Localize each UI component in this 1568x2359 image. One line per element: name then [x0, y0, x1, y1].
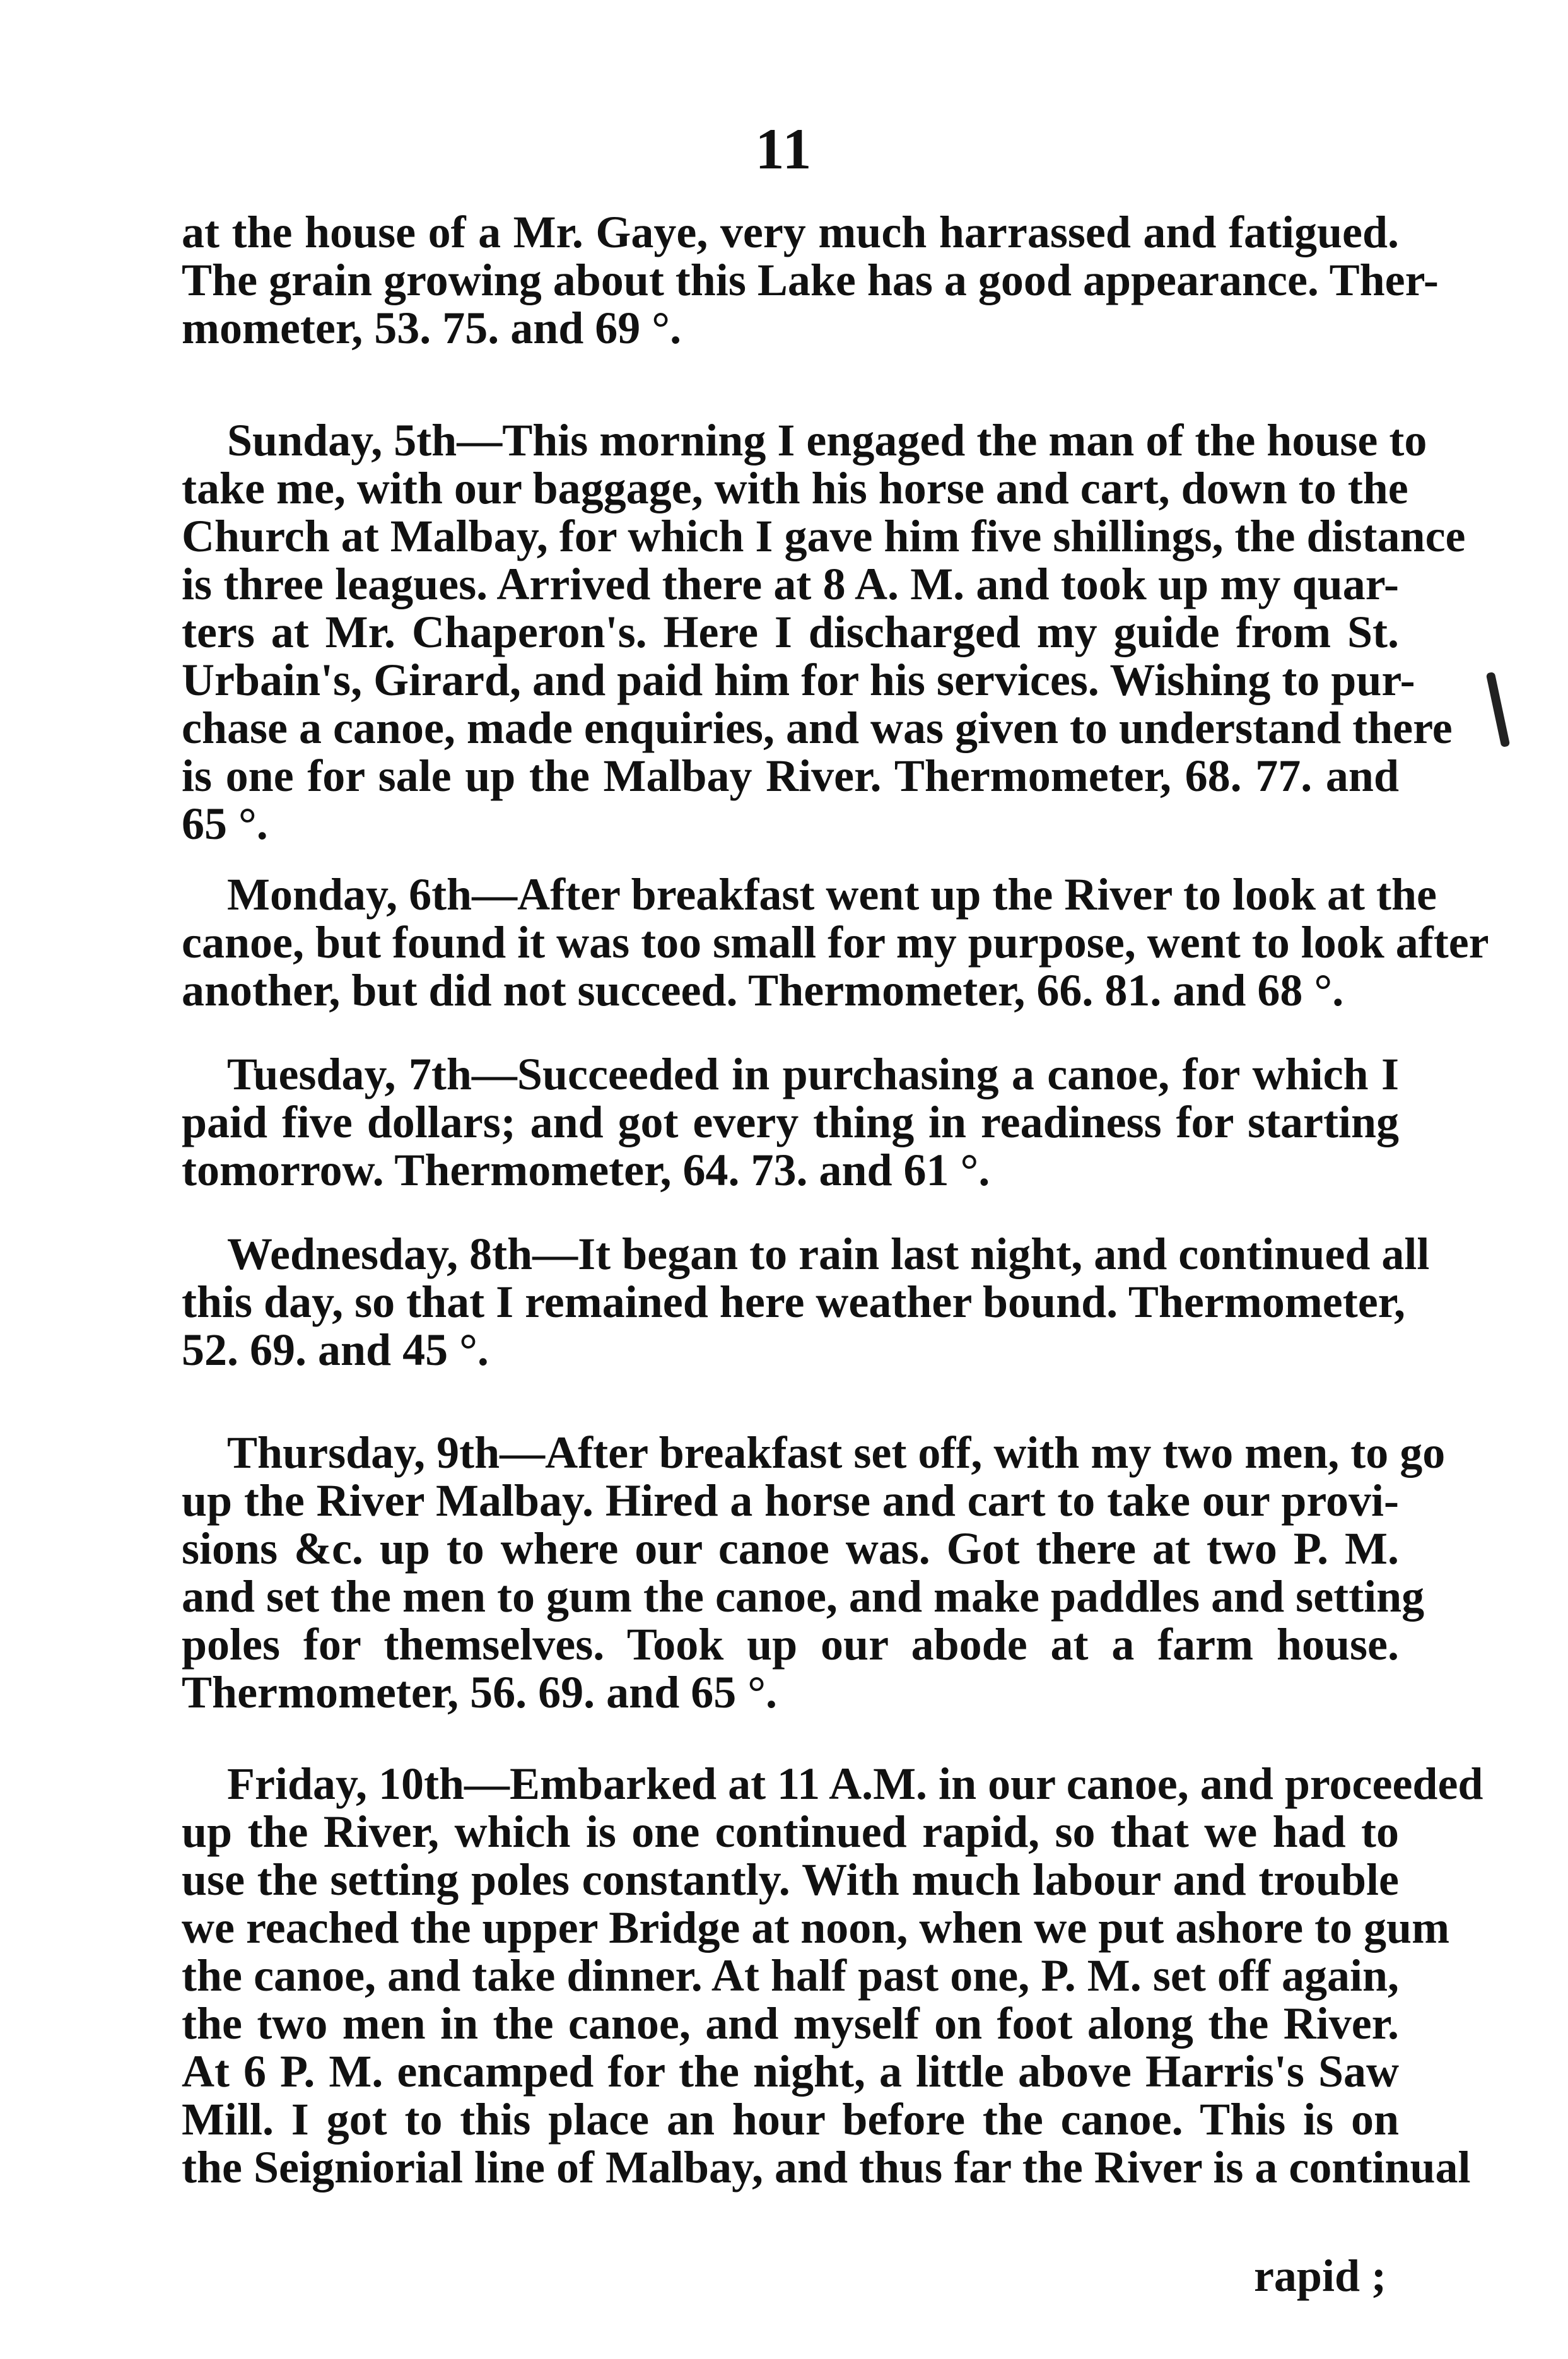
text-line: tomorrow. Thermometer, 64. 73. and 61 °. — [182, 1145, 990, 1195]
text-line: another, but did not succeed. Thermometer, 66. 81. and 68 °. — [182, 965, 1344, 1016]
text-line: up the River, which is one continued rapid, so that we had to — [182, 1806, 1399, 1857]
entry-wednesday — [182, 1229, 1430, 1375]
text-line: Tuesday, 7th—Succeeded in purchasing a canoe, for which I — [227, 1049, 1399, 1099]
text-line: Wednesday, 8th—It began to rain last night, and continued all — [227, 1229, 1430, 1279]
text-line: and set the men to gum the canoe, and make paddles and setting — [182, 1571, 1425, 1622]
text-line: Friday, 10th—Embarked at 11 A.M. in our canoe, and proceeded — [227, 1759, 1483, 1809]
text-line: is one for sale up the Malbay River. Thermometer, 68. 77. and — [182, 751, 1399, 801]
text-line: the Seigniorial line of Malbay, and thus far the River is a continual — [182, 2142, 1471, 2192]
text-line: at the house of a Mr. Gaye, very much harrassed and fatigued. — [182, 207, 1399, 257]
text-line: Monday, 6th—After breakfast went up the River to look at the — [227, 869, 1437, 920]
text-line: Thursday, 9th—After breakfast set off, with my two men, to go — [227, 1427, 1446, 1478]
text-line: Thermometer, 56. 69. and 65 °. — [182, 1667, 778, 1718]
text-line: this day, so that I remained here weather bound. Thermometer, — [182, 1277, 1406, 1327]
text-line: Sunday, 5th—This morning I engaged the man of the house to — [227, 415, 1427, 465]
text-line: use the setting poles constantly. With much labour and trouble — [182, 1854, 1399, 1905]
entry-friday — [182, 1759, 1483, 2192]
text-line: poles for themselves. Took up our abode at a farm house. — [182, 1619, 1399, 1670]
catchword: rapid ; — [1253, 2251, 1386, 2301]
text-line: the canoe, and take dinner. At half past one, P. M. set off again, — [182, 1950, 1399, 2001]
text-line: The grain growing about this Lake has a good appearance. Ther- — [182, 255, 1439, 305]
ink-mark — [1486, 672, 1511, 747]
text-line: mometer, 53. 75. and 69 °. — [182, 303, 682, 353]
entry-monday — [182, 869, 1489, 1016]
text-line: up the River Malbay. Hired a horse and cart to take our provi- — [182, 1475, 1399, 1526]
entry-sunday — [182, 415, 1466, 849]
entry-thursday — [182, 1427, 1446, 1718]
text-line: we reached the upper Bridge at noon, when we put ashore to gum — [182, 1902, 1450, 1953]
text-line: sions &c. up to where our canoe was. Got there at two P. M. — [182, 1523, 1399, 1574]
text-line: paid five dollars; and got every thing in readiness for starting — [182, 1097, 1399, 1147]
text-line: ters at Mr. Chaperon's. Here I discharged my guide from St. — [182, 607, 1399, 657]
page-number: 11 — [755, 117, 813, 181]
text-line: 52. 69. and 45 °. — [182, 1325, 489, 1375]
text-line: At 6 P. M. encamped for the night, a little above Harris's Saw — [182, 2046, 1399, 2097]
text-line: is three leagues. Arrived there at 8 A. M. and took up my quar- — [182, 559, 1399, 609]
text-line: 65 °. — [182, 799, 268, 849]
entry-tuesday — [182, 1050, 1399, 1194]
text-line: chase a canoe, made enquiries, and was given to understand there — [182, 703, 1453, 753]
entry-continuation — [182, 207, 1439, 353]
text-line: the two men in the canoe, and myself on foot along the River. — [182, 1998, 1399, 2049]
text-line: Mill. I got to this place an hour before the canoe. This is on — [182, 2094, 1399, 2145]
text-line: canoe, but found it was too small for my purpose, went to look after — [182, 917, 1489, 968]
text-line: Church at Malbay, for which I gave him five shillings, the distance — [182, 511, 1466, 561]
text-line: Urbain's, Girard, and paid him for his services. Wishing to pur- — [182, 655, 1415, 705]
text-line: take me, with our baggage, with his horse and cart, down to the — [182, 463, 1408, 513]
